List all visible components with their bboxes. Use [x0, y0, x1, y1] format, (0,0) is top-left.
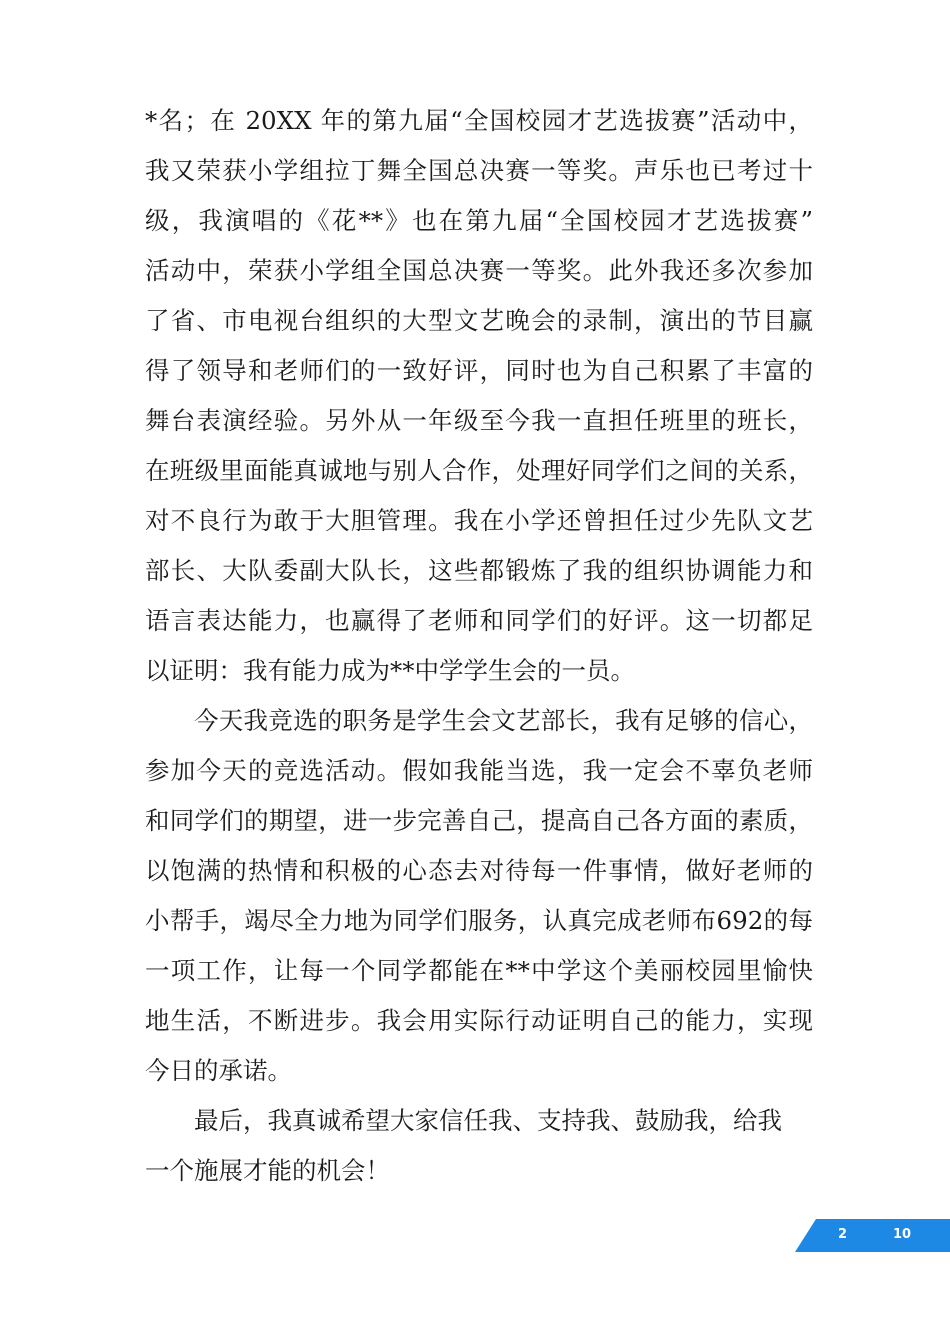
text-line: 以证明：我有能力成为**中学学生会的一员。	[145, 656, 635, 685]
text-line: 舞台表演经验。另外从一年级至今我一直担任班里的班长，	[145, 406, 813, 435]
text-line: 和同学们的期望，进一步完善自己，提高自己各方面的素质，	[145, 806, 813, 835]
text-line: 地生活，不断进步。我会用实际行动证明自己的能力，实现	[145, 1006, 813, 1035]
text-line: *名；在 20XX 年的第九届“全国校园才艺选拔赛”活动中，	[145, 106, 813, 135]
text-line: 一个施展才能的机会！	[145, 1156, 390, 1185]
paragraph-first-line: 今天我竞选的职务是学生会文艺部长，我有足够的信心，	[194, 706, 813, 735]
text-line: 得了领导和老师们的一致好评，同时也为自己积累了丰富的	[145, 356, 813, 385]
page-number-banner	[795, 1219, 950, 1252]
text-line: 在班级里面能真诚地与别人合作，处理好同学们之间的关系，	[145, 456, 813, 485]
text-line: 参加今天的竞选活动。假如我能当选，我一定会不辜负老师	[145, 756, 813, 785]
text-line: 以饱满的热情和积极的心态去对待每一件事情，做好老师的	[145, 856, 813, 885]
text-line: 级，我演唱的《花**》也在第九届“全国校园才艺选拔赛”	[145, 206, 813, 235]
text-line: 小帮手，竭尽全力地为同学们服务，认真完成老师布692的每	[145, 906, 813, 935]
document-body	[145, 96, 813, 1196]
text-line: 活动中，荣获小学组全国总决赛一等奖。此外我还多次参加	[145, 256, 813, 285]
paragraph-first-line: 最后，我真诚希望大家信任我、支持我、鼓励我，给我	[194, 1106, 782, 1135]
text-line: 语言表达能力，也赢得了老师和同学们的好评。这一切都足	[145, 606, 813, 635]
total-page-count: 10	[893, 1227, 912, 1242]
text-line: 今日的承诺。	[145, 1056, 292, 1085]
text-line: 对不良行为敢于大胆管理。我在小学还曾担任过少先队文艺	[145, 506, 813, 535]
current-page-number: 2	[838, 1227, 848, 1242]
text-line: 了省、市电视台组织的大型文艺晚会的录制，演出的节目赢	[145, 306, 813, 335]
text-line: 我又荣获小学组拉丁舞全国总决赛一等奖。声乐也已考过十	[145, 156, 813, 185]
text-line: 一项工作，让每一个同学都能在**中学这个美丽校园里愉快	[145, 956, 813, 985]
text-line: 部长、大队委副大队长，这些都锻炼了我的组织协调能力和	[145, 556, 813, 585]
